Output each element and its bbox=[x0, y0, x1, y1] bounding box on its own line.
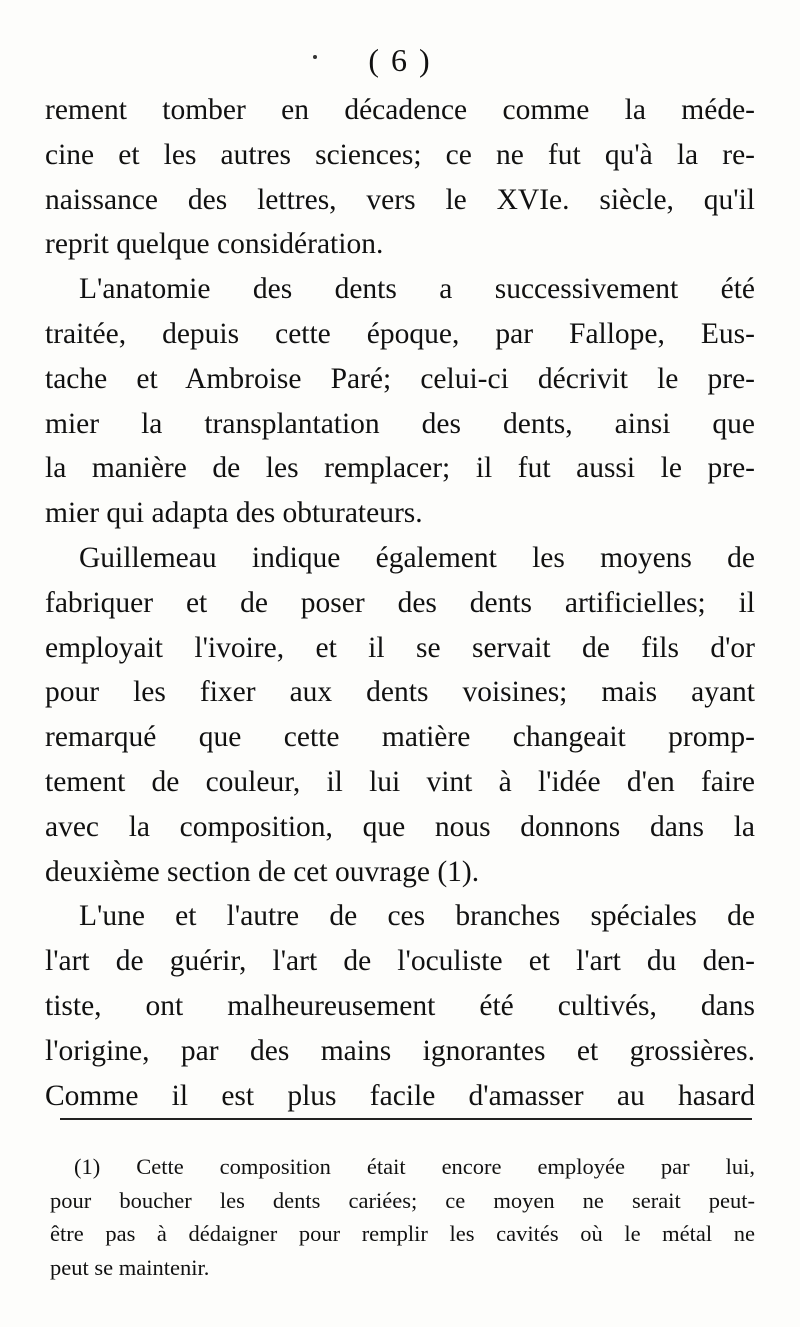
paragraph-start-line: L'anatomie des dents a successivement été bbox=[79, 273, 755, 306]
body-line: mier la transplantation des dents, ainsi que bbox=[45, 407, 755, 440]
paragraph-start-line: Guillemeau indique également les moyens de bbox=[79, 541, 755, 574]
body-line: fabriquer et de poser des dents artificielles; il bbox=[45, 586, 755, 619]
body-line: naissance des lettres, vers le XVIe. siècle, qu'il bbox=[45, 183, 755, 216]
body-line: cine et les autres sciences; ce ne fut qu'à la re- bbox=[45, 138, 755, 171]
body-line: mier qui adapta des obturateurs. bbox=[45, 497, 423, 530]
body-line: rement tomber en décadence comme la méde- bbox=[45, 94, 755, 126]
body-line: l'origine, par des mains ignorantes et grossières. bbox=[45, 1034, 755, 1067]
footnote-line: (1) Cette composition était encore employée par lui, bbox=[74, 1154, 755, 1179]
body-text bbox=[45, 88, 755, 1118]
body-line: traitée, depuis cette époque, par Fallope, Eus- bbox=[45, 317, 755, 350]
body-line: deuxième section de cet ouvrage (1). bbox=[45, 855, 480, 888]
body-line: tement de couleur, il lui vint à l'idée d'en faire bbox=[45, 765, 755, 798]
body-line: l'art de guérir, l'art de l'oculiste et l'art du den- bbox=[45, 945, 755, 978]
footnote bbox=[50, 1150, 755, 1284]
footnote-line: pour boucher les dents cariées; ce moyen ne serait peut- bbox=[50, 1187, 755, 1213]
paragraph-start-line: L'une et l'autre de ces branches spéciales de bbox=[79, 900, 755, 933]
body-line: tiste, ont malheureusement été cultivés, dans bbox=[45, 989, 755, 1022]
body-line: remarqué que cette matière changeait promp- bbox=[45, 721, 755, 754]
body-line: employait l'ivoire, et il se servait de fils d'or bbox=[45, 631, 755, 664]
body-line: pour les fixer aux dents voisines; mais ayant bbox=[45, 676, 755, 709]
footnote-line: peut se maintenir. bbox=[50, 1254, 210, 1280]
footnote-separator-rule bbox=[60, 1118, 752, 1120]
body-line: reprit quelque considération. bbox=[45, 228, 384, 261]
body-line: la manière de les remplacer; il fut aussi le pre- bbox=[45, 452, 755, 485]
footnote-line: être pas à dédaigner pour remplir les cavités où le métal ne bbox=[50, 1221, 755, 1246]
body-line: avec la composition, que nous donnons dans la bbox=[45, 810, 755, 843]
body-line: Comme il est plus facile d'amasser au hasard bbox=[45, 1079, 755, 1112]
body-line: tache et Ambroise Paré; celui-ci décrivit le pre- bbox=[45, 362, 755, 395]
page-number: ( 6 ) bbox=[368, 42, 432, 78]
